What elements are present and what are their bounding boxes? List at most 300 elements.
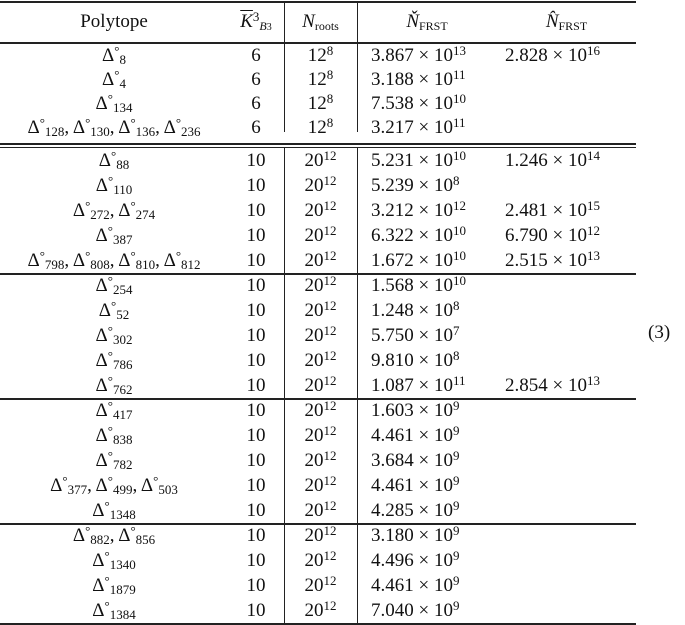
kbar-cell: 10 [246, 299, 266, 321]
ncheck-cell [357, 115, 497, 138]
dual-circle: ° [85, 522, 91, 538]
exponent: 12 [323, 422, 337, 438]
ncheck-cell [357, 247, 497, 271]
column-divider [284, 147, 285, 273]
kbar-cell: 10 [246, 374, 266, 396]
dual-circle: ° [107, 472, 113, 488]
nhat-cell [497, 147, 636, 171]
dual-circle: ° [85, 247, 91, 263]
header-row [0, 2, 636, 42]
sci-value: $1.603 \times 10^9$ [371, 397, 460, 421]
polytope-cell [0, 422, 228, 447]
polytope-index: 4 [119, 76, 126, 91]
exponent: 11 [452, 67, 466, 82]
dual-circle: ° [111, 147, 117, 163]
polytope-index: 762 [112, 381, 133, 397]
sci-value: $4.285 \times 10^9$ [371, 497, 460, 521]
ncheck-cell [357, 322, 497, 346]
dual-circle: ° [111, 297, 117, 313]
kbar-cell: 10 [246, 199, 266, 221]
polytope-cell: Δ°377, Δ°499, Δ°503 [50, 472, 178, 497]
polytope-cell: Δ°272, Δ°274 [72, 197, 156, 222]
exponent: 15 [586, 197, 600, 213]
ncheck-cell [357, 422, 497, 446]
polytope-symbol: Δ°417 [95, 397, 133, 422]
exponent: 13 [452, 43, 466, 58]
polytope-index: 503 [158, 481, 178, 497]
dual-circle: ° [107, 422, 113, 438]
exponent: 8 [452, 172, 460, 188]
sci-value: $2.515 \times 10^{13}$ [505, 247, 600, 271]
exponent: 11 [452, 372, 466, 388]
ncheck-cell [357, 147, 497, 171]
polytope-symbol: Δ°1348 [92, 497, 136, 522]
polytope-symbol: Δ°762 [95, 372, 133, 397]
exponent: 12 [323, 247, 337, 263]
exponent: 12 [323, 522, 337, 538]
polytope-index: 808 [90, 256, 110, 272]
table-row [0, 273, 636, 298]
ncheck-cell [357, 297, 497, 321]
sci-value: $3.867 \times 10^{13}$ [371, 43, 466, 66]
nroots-cell: $12^8$ [307, 91, 334, 114]
polytope-symbol: Δ°499 [95, 472, 133, 497]
kbar-cell: 10 [246, 449, 266, 471]
ncheck-cell [357, 497, 497, 521]
table-row [0, 548, 636, 573]
exponent: 9 [452, 422, 460, 438]
dual-circle: ° [107, 347, 113, 363]
polytope-symbol: Δ°808 [72, 247, 110, 272]
polytope-index: 302 [112, 331, 133, 347]
nroots-cell: $20^{12}$ [304, 597, 337, 621]
polytope-symbol: Δ°236 [163, 115, 201, 139]
kbar-cell: 6 [251, 45, 261, 66]
column-divider [357, 2, 358, 42]
polytope-symbol: Δ°503 [140, 472, 178, 497]
nroots-cell: $20^{12}$ [304, 497, 337, 521]
polytope-symbol: Δ°387 [95, 222, 133, 247]
dual-circle: ° [85, 115, 91, 130]
exponent: 11 [452, 115, 466, 130]
exponent: 8 [326, 115, 334, 130]
polytope-index: 1879 [109, 581, 136, 597]
nroots-cell: $20^{12}$ [304, 197, 337, 221]
exponent: 13 [586, 247, 600, 263]
table-row [0, 373, 636, 398]
polytope-symbol: Δ°856 [118, 522, 156, 547]
polytope-symbol: Δ°52 [98, 297, 130, 322]
nroots-cell: $20^{12}$ [304, 172, 337, 196]
polytope-cell [0, 91, 228, 115]
sci-value: $5.750 \times 10^7$ [371, 322, 460, 346]
table-row [0, 473, 636, 498]
polytope-index: 882 [90, 531, 110, 547]
dual-circle: ° [153, 472, 159, 488]
sci-value: $3.188 \times 10^{11}$ [371, 67, 466, 90]
kbar-cell: 6 [251, 93, 261, 114]
ncheck-cell [357, 597, 497, 621]
exponent: 12 [586, 222, 600, 238]
nhat-cell [497, 372, 636, 396]
polytope-cell: Δ°128, Δ°130, Δ°136, Δ°236 [27, 115, 201, 139]
dual-circle: ° [107, 372, 113, 388]
polytope-symbol: Δ°272 [72, 197, 110, 222]
table-row [0, 223, 636, 248]
dual-circle: ° [107, 322, 113, 338]
polytope-index: 377 [67, 481, 88, 497]
polytope-index: 856 [135, 531, 156, 547]
dual-circle: ° [130, 522, 136, 538]
polytope-cell [0, 322, 228, 347]
nroots-cell: $20^{12}$ [304, 447, 337, 471]
kbar-subscript: B3 [259, 19, 272, 33]
table-row [0, 92, 636, 116]
polytope-symbol: Δ°88 [98, 147, 130, 172]
polytope-cell [0, 222, 228, 247]
dual-circle: ° [104, 572, 110, 588]
sci-value: $7.538 \times 10^{10}$ [371, 91, 466, 114]
ncheck-cell [357, 67, 497, 90]
exponent: 9 [452, 597, 460, 613]
polytope-symbol: Δ°377 [50, 472, 88, 497]
polytope-index: 8 [119, 52, 126, 67]
nroots-cell: $20^{12}$ [304, 222, 337, 246]
nroots-cell: $12^8$ [307, 115, 334, 138]
polytope-index: 88 [116, 156, 130, 172]
polytope-cell [0, 147, 228, 172]
nroots-cell: $12^8$ [307, 43, 334, 66]
polytope-cell [0, 347, 228, 372]
nhat-cell [497, 222, 636, 246]
sci-value: $3.684 \times 10^9$ [371, 447, 460, 471]
nroots-cell: $20^{12}$ [304, 372, 337, 396]
polytope-index: 52 [116, 306, 130, 322]
sci-value: $5.239 \times 10^8$ [371, 172, 460, 196]
polytope-symbol: Δ°782 [95, 447, 133, 472]
polytope-index: 274 [135, 206, 156, 222]
dual-circle: ° [104, 547, 110, 563]
exponent: 12 [323, 222, 337, 238]
nroots-cell: $20^{12}$ [304, 347, 337, 371]
sci-value: $2.481 \times 10^{15}$ [505, 197, 600, 221]
polytope-index: 254 [112, 281, 133, 297]
exponent: 9 [452, 397, 460, 413]
dual-circle: ° [107, 91, 113, 106]
polytope-index: 812 [181, 256, 201, 272]
kbar-cell: 10 [246, 349, 266, 371]
kbar-cell: 10 [246, 549, 266, 571]
kbar-letter: $\overline{K}$ [240, 11, 253, 32]
header-polytope: Polytope [80, 11, 148, 32]
column-divider [357, 522, 358, 623]
exponent: 12 [323, 447, 337, 463]
exponent: 8 [326, 67, 334, 82]
kbar-cell: 10 [246, 274, 266, 296]
sci-value: $1.568 \times 10^{10}$ [371, 272, 466, 296]
polytope-cell [0, 572, 228, 597]
exponent: 12 [452, 197, 466, 213]
exponent: 14 [586, 147, 600, 163]
polytope-cell [0, 43, 228, 67]
polytope-cell: Δ°798, Δ°808, Δ°810, Δ°812 [27, 247, 201, 272]
column-divider [284, 522, 285, 623]
exponent: 12 [323, 347, 337, 363]
exponent: 7 [452, 322, 460, 338]
column-divider [284, 397, 285, 523]
sci-value: $1.246 \times 10^{14}$ [505, 147, 600, 171]
dual-circle: ° [130, 115, 136, 130]
kbar-cell: 10 [246, 499, 266, 521]
kbar-cell: 10 [246, 574, 266, 596]
polytope-cell [0, 67, 228, 91]
polytope-symbol: Δ°786 [95, 347, 133, 372]
exponent: 12 [323, 172, 337, 188]
exponent: 12 [323, 472, 337, 488]
ncheck-cell [357, 272, 497, 296]
nhat-cell [497, 43, 636, 66]
polytope-index: 810 [135, 256, 156, 272]
polytope-symbol: Δ°134 [95, 91, 133, 115]
dual-circle: ° [114, 43, 120, 58]
dual-circle: ° [175, 115, 182, 130]
dual-circle: ° [39, 247, 45, 263]
sci-value: $4.496 \times 10^9$ [371, 547, 460, 571]
dual-circle: ° [107, 172, 114, 188]
exponent: 12 [323, 197, 337, 213]
sci-value: $3.212 \times 10^{12}$ [371, 197, 466, 221]
dual-circle: ° [104, 497, 110, 513]
nroots-cell: $20^{12}$ [304, 397, 337, 421]
dual-circle: ° [107, 397, 113, 413]
equation-number: (3) [648, 322, 671, 343]
table-row [0, 323, 636, 348]
exponent: 10 [452, 247, 466, 263]
dual-circle: ° [107, 447, 113, 463]
polytope-cell [0, 272, 228, 297]
nhat-cell [497, 247, 636, 271]
dual-circle: ° [130, 247, 136, 263]
nroots-cell: $20^{12}$ [304, 547, 337, 571]
exponent: 13 [586, 372, 600, 388]
header-nhat: $N̂_{FRST}$ [545, 11, 588, 33]
sci-value: $9.810 \times 10^8$ [371, 347, 460, 371]
table-row [0, 198, 636, 223]
kbar-cell: 10 [246, 324, 266, 346]
polytope-symbol: Δ°302 [95, 322, 133, 347]
column-divider [284, 43, 285, 132]
ncheck-cell [357, 522, 497, 546]
sci-value: $4.461 \times 10^9$ [371, 572, 460, 596]
exponent: 12 [323, 272, 337, 288]
polytope-symbol: Δ°838 [95, 422, 133, 447]
sci-value: $5.231 \times 10^{10}$ [371, 147, 466, 171]
exponent: 12 [323, 297, 337, 313]
kbar-cell: 6 [251, 69, 261, 90]
ncheck-cell [357, 472, 497, 496]
polytope-symbol: Δ°812 [163, 247, 201, 272]
polytope-cell [0, 372, 228, 397]
exponent: 12 [323, 322, 337, 338]
exponent: 12 [323, 497, 337, 513]
sci-value: $1.248 \times 10^8$ [371, 297, 460, 321]
polytope-cell [0, 547, 228, 572]
table-row [0, 248, 636, 273]
ncheck-cell [357, 347, 497, 371]
polytope-symbol: Δ°128 [27, 115, 65, 139]
sci-value: $4.461 \times 10^9$ [371, 472, 460, 496]
sci-value: $3.217 \times 10^{11}$ [371, 115, 466, 138]
dual-circle: ° [175, 247, 182, 263]
sci-value: $4.461 \times 10^9$ [371, 422, 460, 446]
nroots-cell: $12^8$ [307, 67, 334, 90]
polytope-index: 110 [113, 181, 133, 197]
dual-circle: ° [104, 597, 110, 613]
polytope-index: 1348 [109, 506, 136, 522]
exponent: 9 [452, 547, 460, 563]
polytope-symbol: Δ°136 [118, 115, 156, 139]
polytope-index: 838 [112, 431, 133, 447]
polytope-symbol: Δ°882 [72, 522, 110, 547]
dual-circle: ° [107, 222, 113, 238]
column-divider [284, 2, 285, 42]
polytope-cell [0, 172, 228, 197]
polytope-symbol: Δ°274 [118, 197, 156, 222]
column-divider [357, 272, 358, 398]
group-rule [0, 143, 636, 145]
polytope-index: 387 [112, 231, 133, 247]
column-divider [357, 147, 358, 273]
nroots-cell: $20^{12}$ [304, 422, 337, 446]
polytope-symbol: Δ°254 [95, 272, 133, 297]
polytope-symbol: Δ°1384 [92, 597, 136, 622]
table-row [0, 523, 636, 548]
polytope-index: 130 [90, 124, 110, 139]
table-row [0, 148, 636, 173]
sci-value: $1.087 \times 10^{11}$ [371, 372, 466, 396]
sci-value: $3.180 \times 10^9$ [371, 522, 460, 546]
ncheck-cell [357, 372, 497, 396]
polytope-index: 1340 [109, 556, 136, 572]
column-divider [357, 43, 358, 132]
header-kbar [228, 9, 284, 33]
kbar-cell: 10 [246, 149, 266, 171]
exponent: 9 [452, 472, 460, 488]
polytope-index: 417 [112, 406, 133, 422]
table-row [0, 116, 636, 140]
kbar-exponent: 3 [252, 9, 260, 24]
ncheck-cell [357, 447, 497, 471]
polytope-index: 782 [112, 456, 133, 472]
kbar-cell: 10 [246, 424, 266, 446]
nroots-cell: $20^{12}$ [304, 297, 337, 321]
exponent: 12 [323, 397, 337, 413]
polytope-symbol: Δ°4 [102, 67, 126, 91]
exponent: 10 [452, 147, 466, 163]
dual-circle: ° [39, 115, 45, 130]
polytope-symbol: Δ°1879 [92, 572, 136, 597]
polytope-symbol: Δ°798 [27, 247, 65, 272]
ncheck-cell [357, 43, 497, 66]
kbar-cell: 10 [246, 249, 266, 271]
sci-value: $6.790 \times 10^{12}$ [505, 222, 600, 246]
ncheck-cell [357, 172, 497, 196]
exponent: 9 [452, 522, 460, 538]
kbar-cell: 6 [251, 117, 261, 138]
polytope-cell [0, 497, 228, 522]
header-ncheck: $Ň_{FRST}$ [406, 11, 448, 33]
exponent: 12 [323, 147, 337, 163]
polytope-index: 786 [112, 356, 133, 372]
polytope-symbol: Δ°110 [95, 172, 133, 197]
ncheck-cell [357, 91, 497, 114]
polytope-index: 272 [90, 206, 110, 222]
table-row [0, 573, 636, 598]
exponent: 12 [323, 547, 337, 563]
sci-value: $6.322 \times 10^{10}$ [371, 222, 466, 246]
exponent: 8 [452, 347, 460, 363]
polytope-index: 236 [181, 124, 201, 139]
polytope-symbol: Δ°1340 [92, 547, 136, 572]
exponent: 12 [323, 372, 337, 388]
kbar-cell: 10 [246, 399, 266, 421]
exponent: 10 [452, 222, 466, 238]
nroots-cell: $20^{12}$ [304, 147, 337, 171]
polytope-index: 136 [135, 124, 156, 139]
ncheck-cell [357, 197, 497, 221]
exponent: 9 [452, 572, 460, 588]
polytope-index: 1384 [109, 606, 136, 622]
kbar-cell: 10 [246, 599, 266, 621]
dual-circle: ° [85, 197, 91, 213]
exponent: 8 [326, 43, 334, 58]
polytope-index: 499 [112, 481, 133, 497]
exponent: 10 [452, 91, 466, 106]
polytope-cell [0, 397, 228, 422]
polytope-symbol: Δ°130 [72, 115, 110, 139]
table-row [0, 423, 636, 448]
kbar-cell: 10 [246, 174, 266, 196]
sci-value: $1.672 \times 10^{10}$ [371, 247, 466, 271]
kbar-cell: 10 [246, 224, 266, 246]
exponent: 8 [326, 91, 334, 106]
polytope-index: 134 [112, 100, 133, 115]
polytope-symbol: Δ°810 [118, 247, 156, 272]
kbar-cell: 10 [246, 474, 266, 496]
ncheck-cell [357, 397, 497, 421]
polytope-cell [0, 447, 228, 472]
table-row [0, 598, 636, 623]
polytope-symbol: Δ°8 [102, 43, 126, 67]
exponent: 16 [586, 43, 600, 58]
nhat-cell [497, 197, 636, 221]
polytope-cell: Δ°882, Δ°856 [72, 522, 156, 547]
column-divider [284, 272, 285, 398]
nroots-cell: $20^{12}$ [304, 522, 337, 546]
exponent: 12 [323, 572, 337, 588]
table-row [0, 68, 636, 92]
ncheck-cell [357, 547, 497, 571]
polytope-index: 798 [44, 256, 65, 272]
nroots-cell: $20^{12}$ [304, 572, 337, 596]
kbar-cell: 10 [246, 524, 266, 546]
exponent: 9 [452, 447, 460, 463]
table-row [0, 398, 636, 423]
header-nroots: $N_{roots}$ [302, 11, 339, 33]
table-row [0, 448, 636, 473]
dual-circle: ° [114, 67, 120, 82]
exponent: 10 [452, 272, 466, 288]
